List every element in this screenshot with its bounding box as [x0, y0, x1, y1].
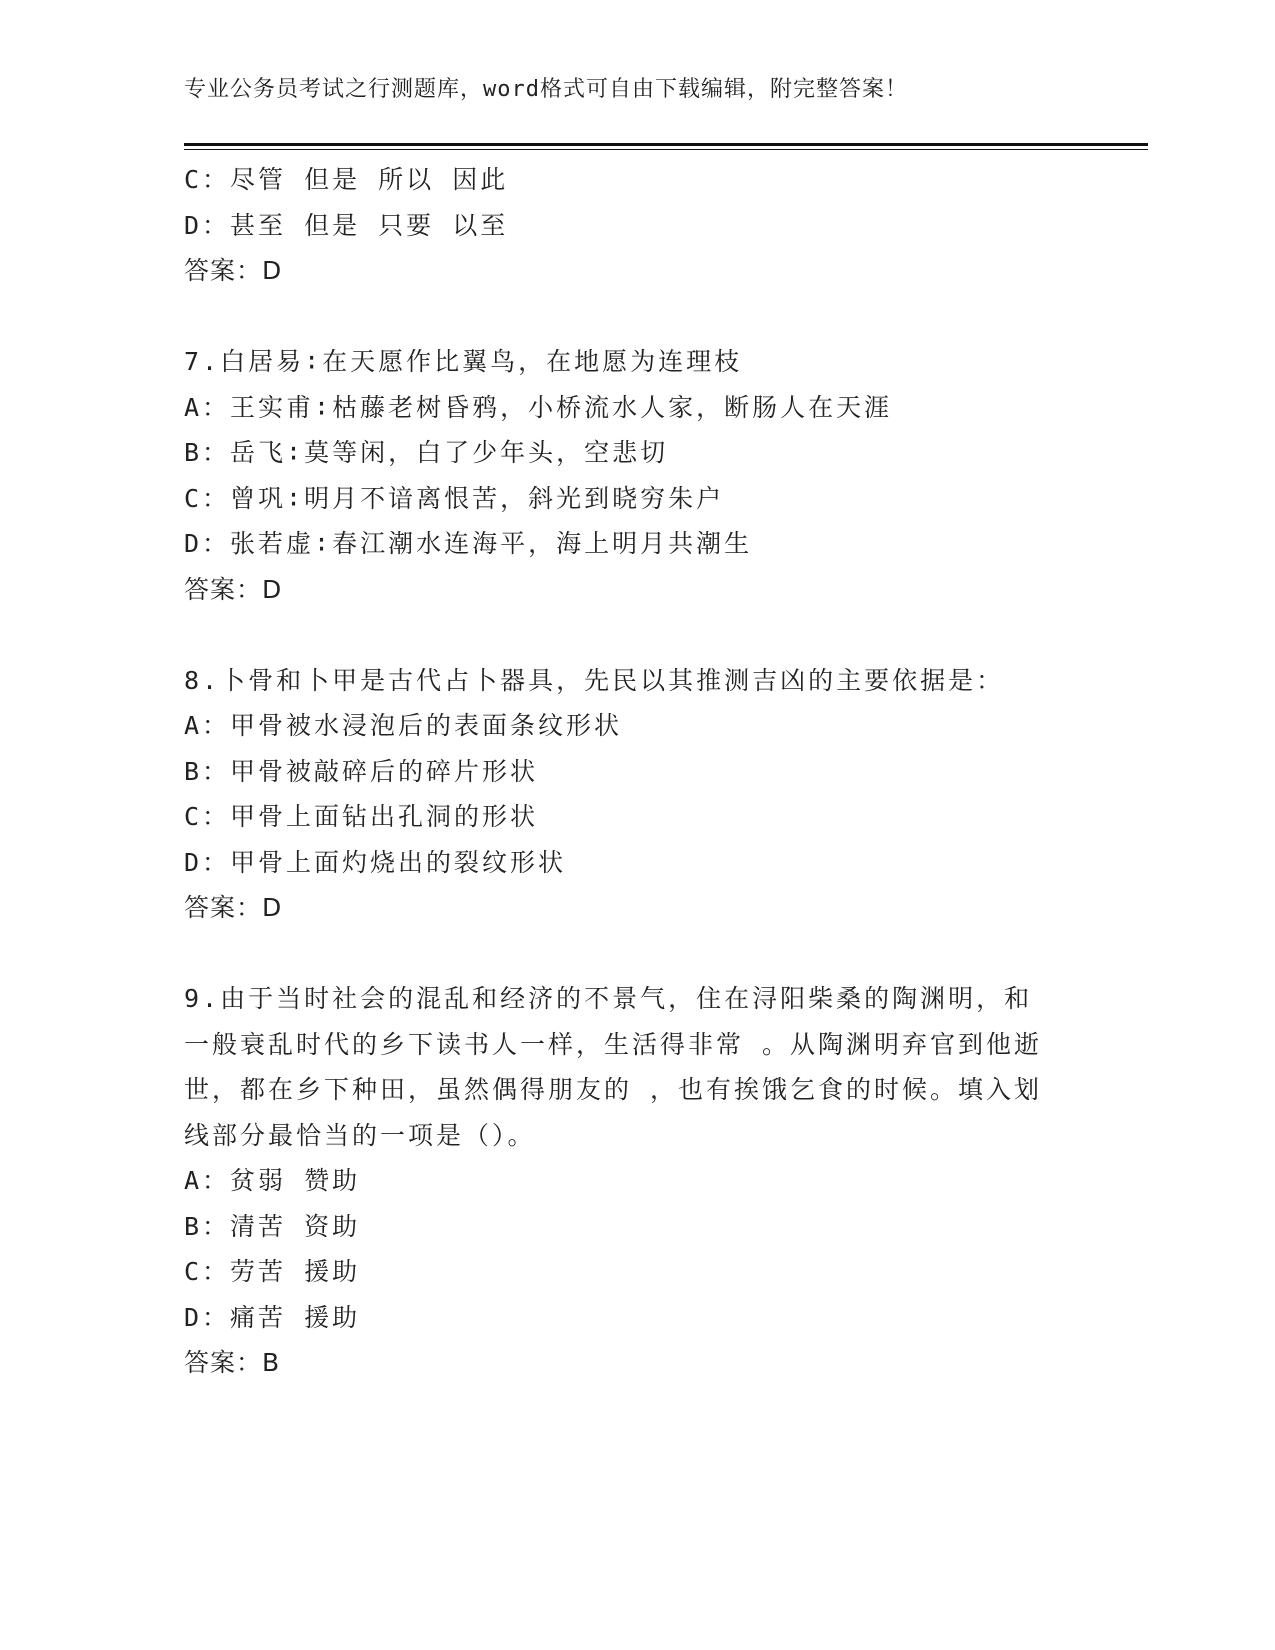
- question-stem-line-3: 世，都在乡下种田，虽然偶得朋友的 ，也有挨饿乞食的时候。填入划: [184, 1075, 1043, 1104]
- answer: 答案：D: [184, 893, 283, 922]
- spacer: [184, 294, 1084, 340]
- option-d: D：张若虚∶春江潮水连海平，海上明月共潮生: [184, 529, 753, 558]
- header-rule-thin: [184, 149, 1148, 150]
- question-stem: 7.白居易∶在天愿作比翼鸟，在地愿为连理枝: [184, 347, 743, 376]
- question-8: [184, 658, 1084, 931]
- option-c: C：曾巩∶明月不谙离恨苦，斜光到晓穷朱户: [184, 483, 725, 513]
- question-stem-line-1: 9.由于当时社会的混乱和经济的不景气，住在浔阳柴桑的陶渊明，和: [184, 984, 1033, 1013]
- option-b: B：甲骨被敲碎后的碎片形状: [184, 756, 539, 786]
- question-stem-line-2: 一般衰乱时代的乡下读书人一样，生活得非常 。从陶渊明弃官到他逝: [184, 1029, 1043, 1059]
- answer: 答案：D: [184, 256, 283, 285]
- answer: 答案：D: [184, 574, 283, 604]
- spacer: [184, 931, 1084, 977]
- question-stem: 8.卜骨和卜甲是古代占卜器具，先民以其推测吉凶的主要依据是：: [184, 665, 1005, 695]
- option-a: A：甲骨被水浸泡后的表面条纹形状: [184, 711, 623, 740]
- answer: 答案：B: [184, 1348, 281, 1377]
- page-header: 专业公务员考试之行测题库，word格式可自由下载编辑，附完整答案！: [184, 77, 908, 102]
- question-stem-line-4: 线部分最恰当的一项是（）。: [184, 1120, 536, 1150]
- option-c: C：尽管 但是 所以 因此: [184, 165, 509, 194]
- option-c: C：甲骨上面钻出孔洞的形状: [184, 802, 539, 831]
- option-a: A：贫弱 赞助: [184, 1166, 361, 1195]
- prev-question: [184, 157, 1084, 294]
- option-a: A：王实甫∶枯藤老树昏鸦，小桥流水人家，断肠人在天涯: [184, 392, 893, 422]
- question-7: [184, 339, 1084, 612]
- option-b: B：清苦 资助: [184, 1211, 361, 1241]
- question-9: [184, 976, 1084, 1386]
- header-rule-thick: [184, 143, 1148, 146]
- option-d: D：甲骨上面灼烧出的裂纹形状: [184, 847, 567, 877]
- option-d: D：甚至 但是 只要 以至: [184, 210, 509, 240]
- option-c: C：劳苦 援助: [184, 1257, 361, 1286]
- option-b: B：岳飞∶莫等闲，白了少年头，空悲切: [184, 438, 669, 467]
- question-content: [184, 157, 1084, 1386]
- option-d: D：痛苦 援助: [184, 1302, 361, 1332]
- spacer: [184, 612, 1084, 658]
